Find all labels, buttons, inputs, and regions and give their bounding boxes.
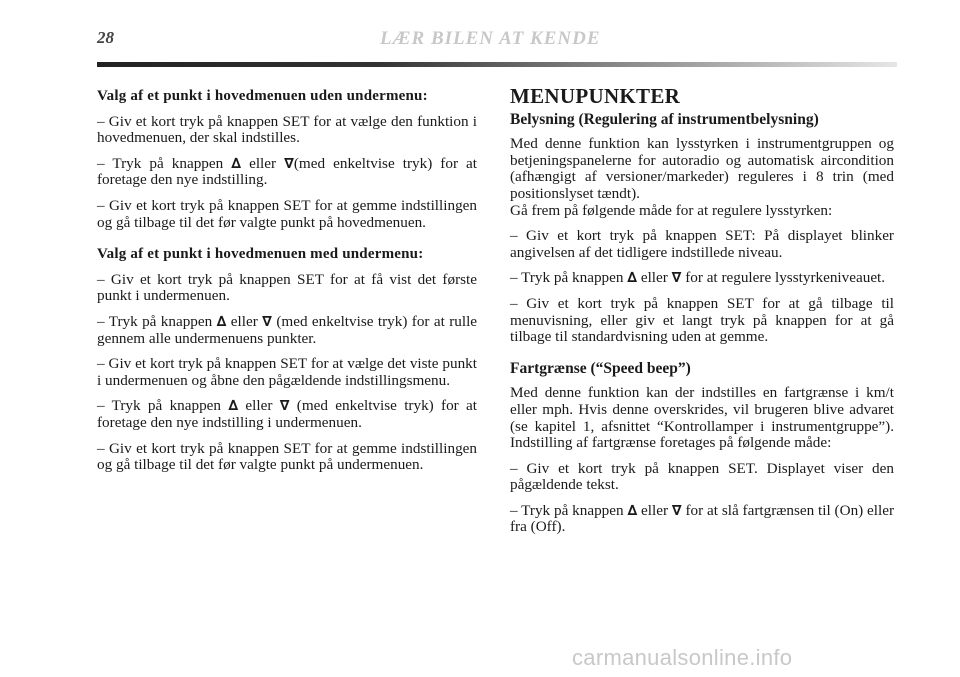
down-arrow-icon: ∇ xyxy=(279,398,290,415)
paragraph: – Giv et kort tryk på knappen SET. Displayet viser den pågældende tekst. xyxy=(510,459,894,494)
up-arrow-icon: ∆ xyxy=(228,398,239,415)
watermark-text: carmanualsonline.info xyxy=(572,645,793,670)
paragraph: Med denne funktion kan lysstyrken i instrumentgruppen og betjeningspanelerne for autoradio og automatisk aircondition (afhængigt af versioner/markeder) reguleres i 8 trin (med positionslyset tændt). xyxy=(510,135,894,202)
down-arrow-icon: ∇ xyxy=(671,502,682,519)
paragraph: – Giv et kort tryk på knappen SET: På displayet blinker angivelsen af det tidligere indstillede niveau. xyxy=(510,227,894,261)
up-arrow-icon: ∆ xyxy=(627,502,638,519)
up-arrow-icon: ∆ xyxy=(231,155,242,172)
heading-belysning: Belysning (Regulering af instrumentbelysning) xyxy=(510,110,819,128)
header-rule xyxy=(97,62,897,67)
paragraph: – Giv et kort tryk på knappen SET for at gå tilbage til menuvisning, eller giv et langt tryk på knappen for at gå tilbage til standardvisning uden at gemme. xyxy=(510,294,894,346)
paragraph: – Giv et kort tryk på knappen SET for at gemme indstillingen og gå tilbage til det før valgte punkt på hovedmenuen. xyxy=(97,196,477,231)
paragraph: – Tryk på knappen ∆ eller ∇(med enkeltvise tryk) for at foretage den nye indstilling. xyxy=(97,154,478,189)
paragraph: – Tryk på knappen ∆ eller ∇ for at slå fartgrænsen til (On) eller fra (Off). xyxy=(510,501,895,536)
section-title: MENUPUNKTER xyxy=(510,84,681,108)
heading-no-submenu: Valg af et punkt i hovedmenuen uden undermenu: xyxy=(97,88,428,104)
paragraph: – Giv et kort tryk på knappen SET for at gemme indstillingen og gå tilbage til det før valgte punkt på undermenuen. xyxy=(97,439,477,474)
down-arrow-icon: ∇ xyxy=(671,270,682,287)
paragraph: – Tryk på knappen ∆ eller ∇ (med enkeltvise tryk) for at foretage den nye indstilling i undermenuen. xyxy=(97,397,478,431)
paragraph: – Tryk på knappen ∆ eller ∇ for at regulere lysstyrkeniveauet. xyxy=(510,269,886,287)
running-title: LÆR BILEN AT KENDE xyxy=(380,28,601,49)
down-arrow-icon: ∇ xyxy=(284,155,294,172)
page-header xyxy=(97,28,897,58)
left-column xyxy=(97,88,477,483)
right-column xyxy=(510,84,895,545)
heading-with-submenu: Valg af et punkt i hovedmenuen med undermenu: xyxy=(97,246,424,263)
down-arrow-icon: ∇ xyxy=(262,313,272,330)
page-number: 28 xyxy=(97,28,114,47)
up-arrow-icon: ∆ xyxy=(627,270,638,287)
paragraph: – Giv et kort tryk på knappen SET for at vælge det viste punkt i undermenuen og åbne den pågældende indstillingsmenu. xyxy=(97,355,477,389)
up-arrow-icon: ∆ xyxy=(216,313,227,330)
paragraph: – Giv et kort tryk på knappen SET for at vælge den funktion i hovedmenuen, der skal indstilles. xyxy=(97,112,477,147)
paragraph: Med denne funktion kan der indstilles en fartgrænse i km/t eller mph. Hvis denne overskrides, vil brugeren blive advaret (se kapitel 1, afsnittet “Kontrollamper i instrumentgruppe”). Indstilling af fartgrænse foretages på følgende måde: xyxy=(510,384,894,452)
paragraph: – Tryk på knappen ∆ eller ∇ (med enkeltvise tryk) for at rulle gennem alle undermenuens punkter. xyxy=(97,312,478,347)
paragraph: Gå frem på følgende måde for at regulere lysstyrken: xyxy=(510,201,833,219)
paragraph: – Giv et kort tryk på knappen SET for at få vist det første punkt i undermenuen. xyxy=(97,270,477,305)
heading-fartgraense: Fartgrænse (“Speed beep”) xyxy=(510,359,691,377)
